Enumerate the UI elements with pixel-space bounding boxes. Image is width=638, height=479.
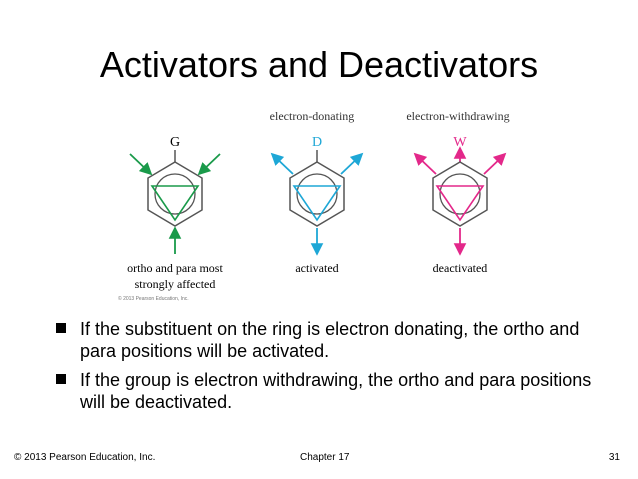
bullet-item [54, 369, 614, 413]
bullet-list [54, 318, 614, 420]
substituent-d-label: D [311, 135, 323, 150]
label-electron-withdrawing: electron-withdrawing [406, 109, 510, 123]
caption-ring-g-line2: strongly affected [134, 277, 216, 291]
bullet-text: If the group is electron withdrawing, the ortho and para positions will be deactivated. [80, 370, 592, 412]
label-electron-donating: electron-donating [269, 109, 355, 123]
benzene-ring-d [290, 162, 344, 226]
figure-copyright-small: © 2013 Pearson Education, Inc. [118, 296, 189, 302]
caption-ring-g-line1: ortho and para most [127, 261, 223, 275]
benzene-ring-w [433, 162, 487, 226]
substituent-g-label: G [169, 135, 181, 150]
square-bullet-icon [56, 374, 66, 384]
ring-g-diagram [118, 135, 223, 302]
caption-ring-d: activated [295, 261, 339, 275]
bullet-item [54, 318, 614, 362]
substituent-w-label: W [453, 135, 467, 150]
substituent-effects-figure [110, 104, 530, 304]
benzene-ring-g [148, 162, 202, 226]
slide-title: Activators and Deactivators [99, 44, 539, 85]
footer-copyright: © 2013 Pearson Education, Inc. [14, 452, 156, 463]
square-bullet-icon [56, 323, 66, 333]
ring-d-diagram [272, 135, 362, 275]
caption-ring-w: deactivated [432, 261, 488, 275]
bullet-text: If the substituent on the ring is electron donating, the ortho and para positions will be activated. [80, 319, 580, 361]
footer-page-number: 31 [608, 452, 620, 463]
slide-footer [0, 452, 638, 468]
ring-w-diagram [415, 135, 505, 275]
footer-chapter: Chapter 17 [300, 452, 350, 463]
